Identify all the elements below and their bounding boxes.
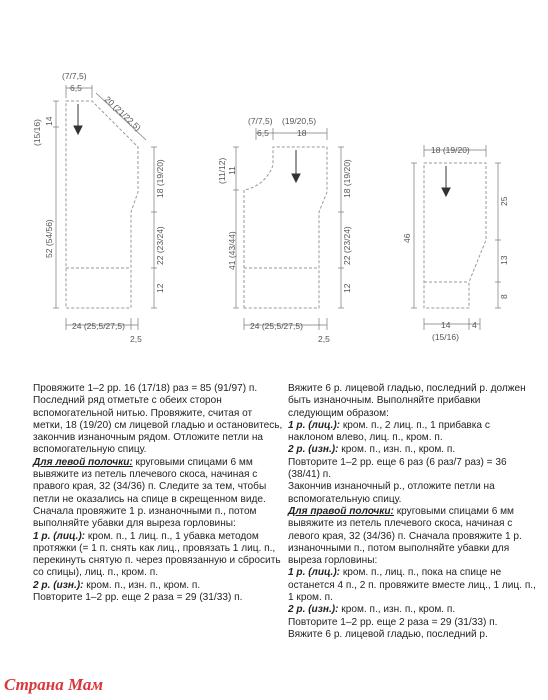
sleeve-right-label-b: 13 (499, 255, 509, 265)
back-piece (32, 71, 165, 344)
front-right-label-c: 12 (342, 283, 352, 293)
front-top-label-d: 18 (297, 128, 307, 138)
front-right-label-a: 18 (19/20) (342, 159, 352, 198)
back-top-label-a: (7/7,5) (62, 71, 87, 81)
section-heading: Для левой полочки: (33, 456, 133, 468)
sleeve-left-label: 46 (402, 233, 412, 243)
sleeve-piece (402, 145, 509, 342)
back-left-label-b: 14 (44, 116, 54, 126)
row-heading: 1 р. (лиц.): (33, 530, 86, 542)
paragraph: 2 р. (изн.): кром. п., изн. п., кром. п. (288, 604, 456, 616)
paragraph: Повторите 1–2 рр. еще 2 раза = 29 (31/33) п. (33, 592, 243, 604)
back-right-label-b: 22 (23/24) (155, 226, 165, 265)
sleeve-bottom-label-a: 14 (441, 320, 451, 330)
paragraph: Вяжите 6 р. лицевой гладью, последний р. (288, 628, 488, 640)
front-arrow-head (292, 174, 300, 182)
front-left-label-main: 41 (43/44) (227, 231, 237, 270)
front-left-label-a: (11/12) (217, 157, 227, 184)
row-heading: 1 р. (лиц.): (288, 419, 341, 431)
paragraph: 2 р. (изн.): кром. п., изн. п., кром. п. (33, 579, 201, 591)
front-top-label-a: (7/7,5) (248, 116, 273, 126)
front-piece-outline (244, 147, 327, 308)
paragraph: 1 р. (лиц.): кром. п., лиц. п., пока на спице не останется 4 п., 2 п. провяжите вместе лиц., 1 лиц. п., 1 кром. п. (288, 567, 536, 604)
front-top-label-c: (19/20,5) (282, 116, 317, 126)
front-bottom-r-label: 2,5 (318, 334, 330, 344)
paragraph: Для левой полочки: круговыми спицами 6 мм вывяжите из петель плечевого скоса, начиная с правого края, 32 (34/36) п. Следите за тем, чтобы петли не оказались на спице в скрещенном виде. Сначала провяжите 1 р. изнаночными п., потом выполняйте убавки для выреза горловины: (33, 456, 267, 530)
instructions-right-column (288, 383, 538, 641)
sleeve-bottom-label-b: 4 (472, 320, 477, 330)
sleeve-bottom-label-c: (15/16) (432, 332, 459, 342)
front-right-label-b: 22 (23/24) (342, 226, 352, 265)
front-piece (217, 116, 352, 344)
sleeve-outline (424, 163, 486, 308)
paragraph: Вяжите 6 р. лицевой гладью, последний р. должен быть изнаночным. Выполняйте прибавки следующим образом: (288, 383, 526, 419)
back-right-label-c: 12 (155, 283, 165, 293)
instructions-left-column (33, 383, 283, 604)
back-right-label-a: 18 (19/20) (155, 159, 165, 198)
sleeve-right-label-c: 8 (499, 294, 509, 299)
paragraph: Повторите 1–2 рр. еще 2 раза = 29 (31/33) п. (288, 616, 498, 628)
paragraph: 1 р. (лиц.): кром. п., 2 лиц. п., 1 прибавка с наклоном влево, лиц. п., кром. п. (288, 419, 490, 444)
paragraph: Провяжите 1–2 рр. 16 (17/18) раз = 85 (91/97) п. Последний ряд отметьте с обеих сторон вспомогательной нитью. Провяжите, считая от метки, 18 (19/20) см лицевой гладью и остановитесь, закончив изнаночным рядом. Отложите петли на вспомогательную спицу. (33, 383, 283, 456)
paragraph: 1 р. (лиц.): кром. п., 1 лиц. п., 1 убавка методом протяжки (= 1 п. снять как лиц., провязать 1 лиц. п., перекинуть снятую п. через провязанную и сбросить со спицы), лиц. п., кром. п. (33, 530, 281, 579)
paragraph: Закончив изнаночный р., отложите петли на вспомогательную спицу. (288, 481, 495, 505)
back-arrow-head (74, 126, 82, 134)
section-heading: Для правой полочки: (288, 505, 394, 517)
sleeve-top-label: 18 (19/20) (431, 145, 470, 155)
row-heading: 2 р. (изн.): (288, 604, 339, 616)
row-heading: 2 р. (изн.): (288, 444, 339, 456)
back-top-label-b: 6,5 (70, 83, 82, 93)
row-heading: 2 р. (изн.): (33, 579, 84, 591)
front-top-label-b: 6,5 (257, 128, 269, 138)
back-bottom-r-label: 2,5 (130, 334, 142, 344)
back-left-label-a: (15/16) (32, 119, 42, 146)
paragraph: Повторите 1–2 рр. еще 6 раз (6 раз/7 раз) = 36 (38/41) п. (288, 456, 507, 481)
back-left-label-main: 52 (54/56) (44, 219, 54, 258)
front-bottom-label: 24 (25,5/27,5) (250, 321, 303, 331)
front-left-label-b: 11 (227, 166, 237, 175)
paragraph: Для правой полочки: круговыми спицами 6 мм вывяжите из петель плечевого скоса, начиная с левого края, 32 (34/36) п. Сначала провяжите 1 р. изнаночными п., потом выполняйте убавки для выреза горловины: (288, 505, 522, 567)
back-bottom-label: 24 (25,5/27,5) (72, 321, 125, 331)
back-slope-label: 20 (21/22,5) (102, 94, 143, 133)
sleeve-right-label-a: 25 (499, 196, 509, 206)
site-watermark: Страна Мам (4, 675, 104, 694)
paragraph: 2 р. (изн.): кром. п., изн. п., кром. п. (288, 444, 456, 456)
sleeve-arrow-head (442, 188, 450, 196)
row-heading: 1 р. (лиц.): (288, 567, 341, 579)
